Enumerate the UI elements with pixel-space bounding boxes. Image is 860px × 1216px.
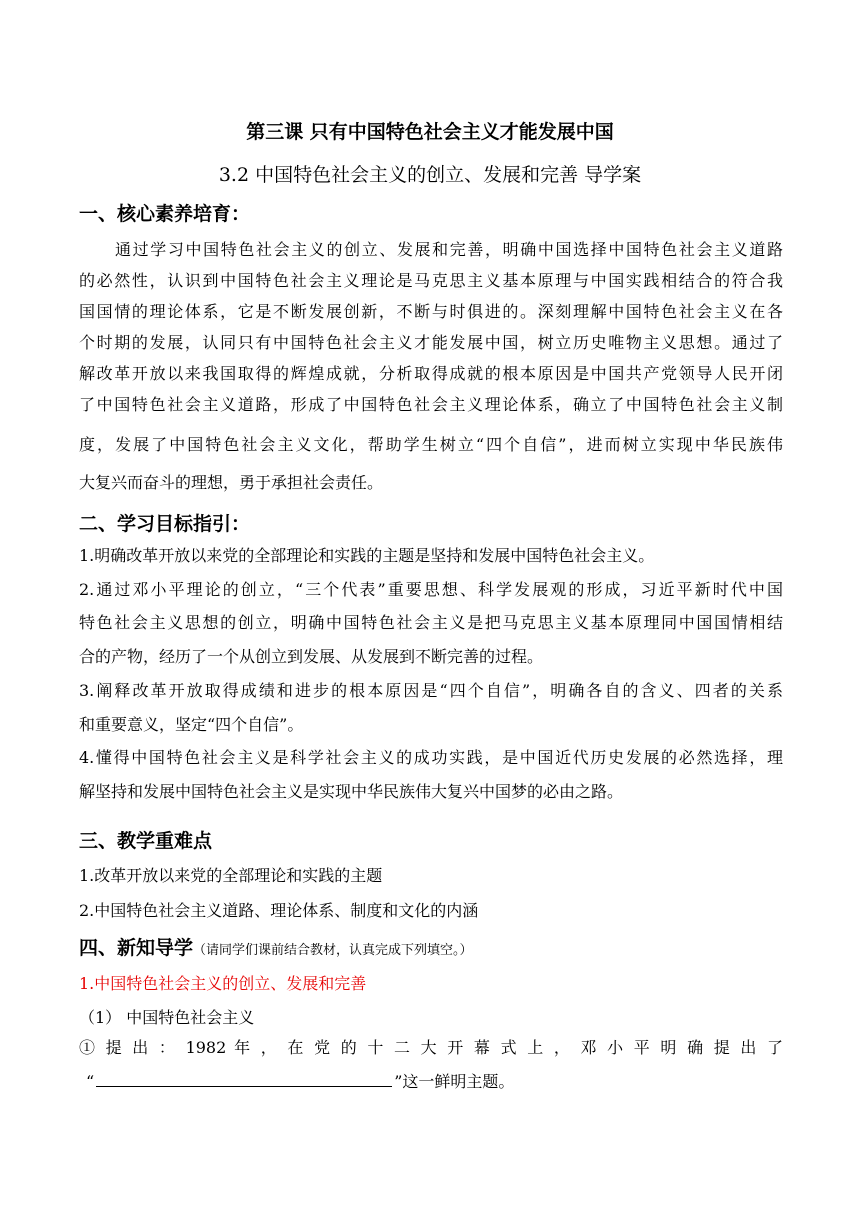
red-subheading: 1.中国特色社会主义的创立、发展和完善	[79, 974, 367, 993]
open-quote: “	[86, 1072, 95, 1091]
fill-in-blank[interactable]	[96, 1072, 392, 1087]
paragraph-line: 个时期的发展，认同只有中国特色社会主义才能发展中国，树立历史唯物主义思想。通过了	[79, 333, 783, 352]
goal-line: 4.懂得中国特色社会主义是科学社会主义的成功实践，是中国近代历史发展的必然选择，理	[79, 748, 783, 767]
sub-item-label: （1） 中国特色社会主义	[79, 1008, 255, 1027]
lesson-subtitle: 3.2 中国特色社会主义的创立、发展和完善 导学案	[218, 164, 642, 186]
goal-line: 3.阐释改革开放取得成绩和进步的根本原因是“四个自信”，明确各自的含义、四者的关系	[79, 681, 783, 700]
goal-line: 解坚持和发展中国特色社会主义是实现中华民族伟大复兴中国梦的必由之路。	[79, 782, 624, 801]
section4-note: （请同学们课前结合教材，认真完成下列填空。）	[193, 943, 473, 958]
section-heading-key-points: 三、教学重难点	[79, 830, 213, 852]
section-heading-core-literacy: 一、核心素养培育：	[79, 203, 251, 225]
paragraph-line: 解改革开放以来我国取得的辉煌成就，分析取得成就的根本原因是中国共产党领导人民开闭	[79, 364, 783, 383]
paragraph-line: 通过学习中国特色社会主义的创立、发展和完善，明确中国选择中国特色社会主义道路	[115, 240, 783, 259]
question-line: ① 提 出 ： 1982 年 ， 在 党 的 十 二 大 开 幕 式 上 ， 邓 小 平 明 确 提 出 了	[79, 1038, 783, 1057]
goal-line: 合的产物，经历了一个从创立到发展、从发展到不断完善的过程。	[79, 647, 544, 666]
paragraph-line: 了中国特色社会主义道路，形成了中国特色社会主义理论体系，确立了中国特色社会主义制	[79, 395, 783, 414]
paragraph-line: 度，发展了中国特色社会主义文化，帮助学生树立“四个自信”，进而树立实现中华民族伟	[79, 435, 783, 454]
paragraph-line: 大复兴而奋斗的理想，勇于承担社会责任。	[79, 473, 384, 492]
key-point-line: 1.改革开放以来党的全部理论和实践的主题	[79, 866, 383, 885]
section4-heading-text: 四、新知导学	[79, 937, 194, 959]
paragraph-line: 的必然性，认识到中国特色社会主义理论是马克思主义基本原理与中国实践相结合的符合我	[79, 271, 783, 290]
key-point-line: 2.中国特色社会主义道路、理论体系、制度和文化的内涵	[79, 901, 479, 920]
paragraph-line: 国国情的理论体系，它是不断发展创新，不断与时俱进的。深刻理解中国特色社会主义在各	[79, 302, 783, 321]
goal-line: 1.明确改革开放以来党的全部理论和实践的主题是坚持和发展中国特色社会主义。	[79, 546, 655, 565]
goal-line: 和重要意义，坚定“四个自信”。	[79, 715, 304, 734]
goal-line: 2.通过邓小平理论的创立，“三个代表”重要思想、科学发展观的形成，习近平新时代中国	[79, 580, 783, 599]
section-heading-learning-goals: 二、学习目标指引：	[79, 513, 251, 535]
question-fill-line	[86, 1072, 790, 1092]
section-heading-new-knowledge	[79, 933, 473, 960]
lesson-title: 第三课 只有中国特色社会主义才能发展中国	[246, 121, 614, 143]
question-tail: ”这一鲜明主题。	[394, 1072, 515, 1091]
goal-line: 特色社会主义思想的创立，明确中国特色社会主义是把马克思主义基本原理同中国国情相结	[79, 613, 783, 632]
